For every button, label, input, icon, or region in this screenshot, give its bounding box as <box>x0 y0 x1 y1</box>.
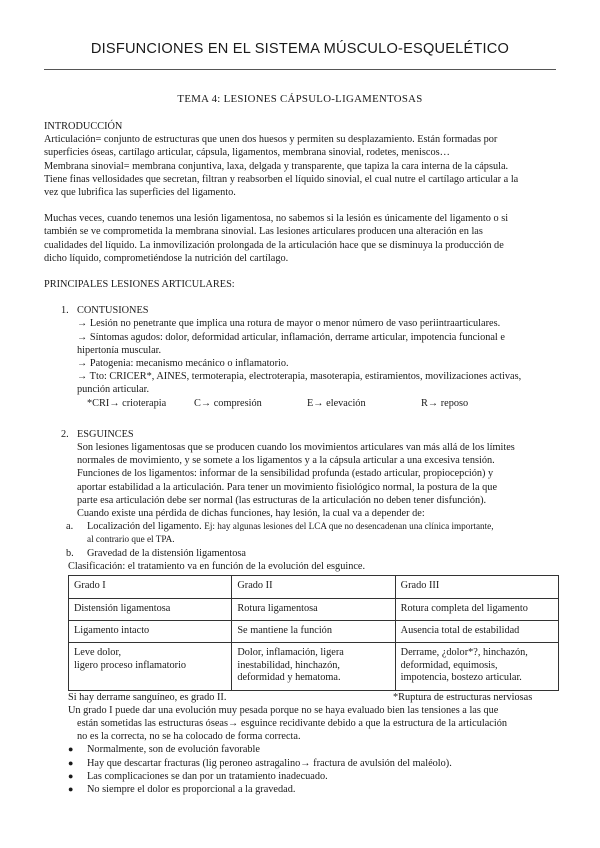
intro-paragraph-1 <box>44 133 560 199</box>
table-footnotes <box>68 691 560 704</box>
document-title: DISFUNCIONES EN EL SISTEMA MÚSCULO-ESQUELÉTICO <box>90 41 510 57</box>
factor-letter: a. <box>66 521 74 533</box>
intro-heading: INTRODUCCIÓN <box>44 121 123 132</box>
topic-title: TEMA 4: LESIONES CÁPSULO-LIGAMENTOSAS <box>177 93 423 105</box>
section-contusiones <box>44 304 560 396</box>
factor-note-cont: al contrario que el TPA. <box>87 534 175 545</box>
table-cell: Leve dolor, ligero proceso inflamatorio <box>69 643 232 690</box>
bullet-icon: ● <box>68 783 74 794</box>
bullet-icon: ● <box>68 770 74 781</box>
lesion-factors <box>44 520 560 560</box>
list-item: ● Las complicaciones se dan por un tratamiento inadecuado. <box>68 770 328 782</box>
table-cell: Rotura ligamentosa <box>232 598 395 620</box>
factor-text: Localización del ligamento. <box>87 521 202 533</box>
section-number: 1. <box>61 305 69 317</box>
text-line: no es la correcta, no se ha colocado de forma correcta. <box>77 731 301 743</box>
footnote-right: *Ruptura de estructuras nerviosas <box>393 691 533 703</box>
table-row <box>69 598 559 620</box>
title-divider <box>44 69 556 70</box>
table-cell: Se mantiene la función <box>232 620 395 642</box>
text-line: Muchas veces, cuando tenemos una lesión ligamentosa, no sabemos si la lesión es únicamente del ligamento o si <box>44 213 509 225</box>
factor-text: Gravedad de la distensión ligamentosa <box>87 547 246 559</box>
intro-paragraph-2 <box>44 212 560 265</box>
cricer-item: E→ elevación <box>307 397 366 409</box>
footnote-left: Si hay derrame sanguíneo, es grado II. <box>68 691 227 703</box>
text-line: también se ve comprometida la membrana sinovial. Las lesiones articulares producen una alteración en las <box>44 226 483 238</box>
section-title: ESGUINCES <box>77 428 134 440</box>
text-line: Un grado I puede dar una evolución muy pesada porque no se haya evaluado bien las tensiones a las que <box>68 704 499 716</box>
table-row <box>69 576 559 598</box>
section-number: 2. <box>61 428 69 440</box>
text-line: vez que lubrifica las superficies del ligamento. <box>44 187 236 199</box>
notes-list <box>44 743 560 796</box>
text-line: Tiene finas vellosidades que secretan, filtran y reabsorben el líquido sinovial, el cual nutre el cartílago articular a la <box>44 173 519 185</box>
classification-line: Clasificación: el tratamiento va en función de la evolución del esguince. <box>68 560 366 572</box>
factor-item <box>44 547 560 560</box>
table-cell: Distensión ligamentosa <box>69 598 232 620</box>
table-cell: Grado III <box>395 576 558 598</box>
main-lesions-heading: PRINCIPALES LESIONES ARTICULARES: <box>44 279 235 291</box>
cricer-legend <box>44 397 560 410</box>
table-cell: Grado II <box>232 576 395 598</box>
table-cell: Derrame, ¿dolor*?, hinchazón, deformidad, equimosis, impotencia, bostezo articular. <box>395 643 558 690</box>
table-cell: Dolor, inflamación, ligera inestabilidad, hinchazón, deformidad y hematoma. <box>232 643 395 690</box>
text-line: Articulación= conjunto de estructuras que unen dos huesos y permiten su desplazamiento. Están formadas por <box>44 134 498 146</box>
text-line: → Síntomas agudos: dolor, deformidad articular, inflamación, derrame articular, impotencia funcional e <box>77 331 505 343</box>
factor-note: Ej: hay algunas lesiones del LCA que no desencadenan una clínica importante, <box>204 521 494 532</box>
grades-table <box>68 575 559 690</box>
cricer-item: *CRI→ crioterapia <box>87 397 167 409</box>
text-line: parte esa articulación debe ser normal (las estructuras de la articulación no deben tener disfunción). <box>77 494 487 506</box>
table-cell: Rotura completa del ligamento <box>395 598 558 620</box>
list-item: ● Hay que descartar fracturas (lig peroneo astragalino→ fractura de avulsión del maléolo). <box>68 757 452 769</box>
bullet-icon: ● <box>68 757 74 768</box>
text-line: Funciones de los ligamentos: informar de la sensibilidad profunda (estado articular, propiocepción) y <box>77 468 494 480</box>
text-line: hipertonía muscular. <box>77 344 162 356</box>
text-line: aportar estabilidad a la articulación. Para tener un movimiento fisiológico normal, la postura de la que <box>77 481 498 493</box>
text-line: dicho líquido, comprometiéndose la nutrición del cartílago. <box>44 252 289 264</box>
table-cell: Grado I <box>69 576 232 598</box>
text-line: Membrana sinovial= membrana conjuntiva, laxa, delgada y transparente, que tapiza la cara interna de la cápsula. <box>44 160 509 172</box>
list-item: ● Normalmente, son de evolución favorable <box>68 744 260 756</box>
text-line: punción articular. <box>77 384 150 396</box>
text-line: están sometidas las estructuras óseas→ esguince recidivante debido a que la estructura de la articulación <box>77 717 508 729</box>
table-cell: Ausencia total de estabilidad <box>395 620 558 642</box>
document-body <box>44 120 560 796</box>
factor-item <box>44 520 560 546</box>
cricer-item: R→ reposo <box>421 397 469 409</box>
text-line: Cuando existe una pérdida de dichas funciones, hay lesión, la cual va a depender de: <box>77 508 425 520</box>
text-line: → Lesión no penetrante que implica una rotura de mayor o menor número de vaso periintraarticulares. <box>77 318 501 330</box>
bullet-icon: ● <box>68 744 74 755</box>
text-line: → Tto: CRICER*, AINES, termoterapia, electroterapia, masoterapia, estiramientos, movilizaciones activas, <box>77 371 522 383</box>
text-line: → Patogenia: mecanismo mecánico o inflamatorio. <box>77 358 289 370</box>
table-row <box>69 643 559 690</box>
text-line: superficies óseas, cartílago articular, cápsula, ligamentos, membrana sinovial, rodetes, meniscos… <box>44 147 450 159</box>
list-item: ● No siempre el dolor es proporcional a la gravedad. <box>68 783 296 795</box>
text-line: cualidades del líquido. La inmovilización prolongada de la articulación hace que se disminuya la producción de <box>44 239 504 251</box>
text-line: Son lesiones ligamentosas que se producen cuando los movimientos articulares van más allá de los límites <box>77 442 515 454</box>
cricer-item: C→ compresión <box>194 397 262 409</box>
factor-letter: b. <box>66 547 74 559</box>
table-cell: Ligamento intacto <box>69 620 232 642</box>
section-title: CONTUSIONES <box>77 305 149 317</box>
section-esguinces <box>44 428 560 520</box>
table-row <box>69 620 559 642</box>
text-line: normales de movimiento, y se somete a los ligamentos y a la cápsula articular a una excesiva tensión. <box>77 455 495 467</box>
evolution-paragraph <box>68 704 560 744</box>
